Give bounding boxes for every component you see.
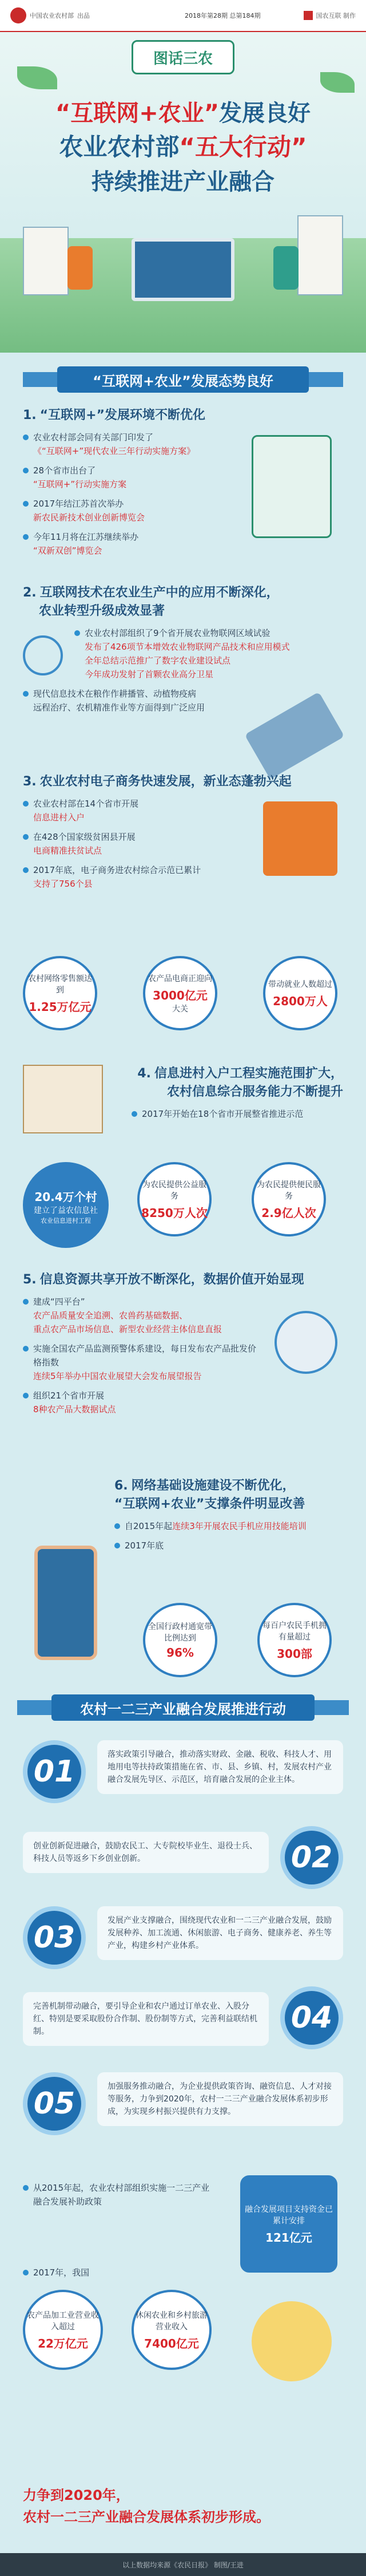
section-ribbon: 农村一二三产业融合发展推进行动 [51, 1694, 315, 1721]
step-text: 创业创新促进融合，鼓励农民工、大专院校毕业生、退役士兵、科技人员等返乡下乡创业创新。 [23, 1832, 269, 1873]
bullet-text: 农业农村部在14个省市开展 [33, 799, 139, 809]
bullet-dot-icon [23, 2185, 29, 2191]
hero-title-line2-main: 农业农村部 [59, 133, 180, 161]
bullet-dot-icon [23, 434, 29, 440]
bullet-dot-icon [23, 691, 29, 697]
item-title-text: “互联网+农业”支撑条件明显改善 [114, 1497, 305, 1511]
bullet [23, 464, 229, 491]
bullet-text: 自2015年起 [125, 1521, 173, 1531]
hero-title-line2 [23, 128, 343, 163]
stat-value: 1.25万亿元 [29, 999, 92, 1014]
bullet [23, 2266, 212, 2279]
item-title [23, 406, 343, 425]
house-icon [23, 1065, 103, 1133]
stat-value: 96% [166, 1646, 194, 1660]
stat-value: 2.9亿人次 [261, 1206, 316, 1220]
step-text: 加强服务推动融合，为企业提供政策咨询、融资信息、人才对接等服务，力争到2020年，农村一二三产业融合发展体系初步形成，为实现乡村振兴提供有力支撑。 [97, 2072, 343, 2126]
bullet-dot-icon [23, 501, 29, 507]
closing-line1: 力争到2020年， [23, 2487, 130, 2503]
bullet-text: 远程治疗、农机精准作业等方面得到广泛应用 [33, 702, 205, 713]
bullet [114, 1539, 343, 1552]
stat-label: 为农民提供便民服务 [257, 1180, 321, 1201]
bullet [23, 1389, 263, 1416]
bullet-dot-icon [74, 630, 80, 636]
item-number: 6. [114, 1479, 128, 1493]
stat-value: 7400亿元 [144, 2336, 199, 2350]
bullet-text: 2017年结江苏首次举办 [33, 499, 124, 509]
smartphone-icon [34, 1546, 97, 1660]
ministry-seal-icon [10, 7, 26, 23]
step-number: 05 [23, 2072, 86, 2135]
step-number: 03 [23, 1906, 86, 1969]
publisher-logo [10, 7, 142, 23]
stat-circle [143, 956, 217, 1030]
bullet-highlight: 8种农产品大数据试点 [33, 1404, 116, 1415]
bullet [23, 430, 229, 458]
stat-label: 为农民提供公益服务 [142, 1180, 206, 1201]
bullet-text: 今年11月将在江苏继续举办 [33, 532, 139, 542]
bullet-highlight: 全年总结示范推广了数字农业建设试点 [85, 655, 231, 666]
top-bar [0, 0, 366, 32]
step-number: 04 [280, 1986, 343, 2049]
stat-sub: 农业信息进村工程 [41, 1216, 91, 1224]
column-logo: 图话三农 [132, 40, 234, 74]
stat-circle [257, 1603, 332, 1677]
bullet-dot-icon [23, 867, 29, 873]
document-icon [252, 435, 332, 538]
leaf-icon [320, 72, 355, 93]
stat-label: 建立了益农信息社 [34, 1206, 98, 1215]
bullet-text: 在428个国家级贫困县开展 [33, 832, 136, 842]
bullet [74, 626, 343, 681]
hero-title-line1-rest: 发展良好 [219, 100, 311, 127]
subsidy-box [240, 2175, 337, 2273]
item-infrastructure [23, 1477, 343, 1661]
bullet-dot-icon [23, 1346, 29, 1352]
step-text: 落实政策引导融合，推动落实财政、金融、税收、科技人才、用地用电等扶持政策措施在省、市、县、乡镇、村，发展农村产业融合发展先导区、示范区，培育融合发展的企业主体。 [97, 1740, 343, 1794]
bullet-highlight: 支持了756个县 [33, 879, 93, 889]
bullet-dot-icon [114, 1523, 120, 1529]
stat-label: 每百户农民手机拥有量超过 [262, 1621, 327, 1642]
stat-value: 3000亿元 [153, 988, 208, 1002]
item-title-text: 互联网技术在农业生产中的应用不断深化， [39, 586, 279, 600]
bullet-dot-icon [23, 1393, 29, 1398]
bullet-text: 现代信息技术在粮作作耕播管、动植物疫病 [33, 689, 197, 699]
step-text: 发展产业支撑融合，围绕现代农业和一二三产业融合发展，鼓励发展种养、加工流通、休闲旅游、电子商务、健康养老、养生等产业，构建乡村产业体系。 [97, 1906, 343, 1960]
stat-label: 带动就业人数超过 [268, 979, 332, 989]
stat-value: 121亿元 [265, 2230, 312, 2245]
stat-value: 2800万人 [273, 994, 328, 1008]
bullet-highlight: 新农民新技术创业创新博览会 [33, 512, 145, 523]
bullet [23, 863, 240, 891]
hero-title-line1 [23, 95, 343, 128]
bullet [23, 687, 234, 714]
item-title-text: 网络基础设施建设不断优化， [131, 1479, 295, 1493]
stat-circle [263, 956, 337, 1030]
item-title [23, 584, 343, 621]
stat-label: 全国行政村通宽带比例达到 [148, 1622, 212, 1643]
bullet-dot-icon [23, 834, 29, 840]
bullet-text: 实施全国农产品监测预警体系建设，每日发布农产品批发价格指数 [33, 1344, 257, 1368]
stat-value: 300部 [277, 1646, 312, 1661]
bullet-dot-icon [23, 2270, 29, 2275]
bullet-dot-icon [114, 1543, 120, 1548]
atom-icon [23, 635, 63, 675]
satellite-icon [245, 692, 345, 780]
stat-value: 22万亿元 [38, 2336, 88, 2350]
publisher-name: 中国农业农村部 [30, 12, 74, 19]
step-number: 02 [280, 1826, 343, 1889]
bullet-highlight: 今年成功发射了首颗农业高分卫星 [85, 669, 214, 679]
publisher-tag: 出品 [77, 12, 90, 19]
step-number: 01 [23, 1740, 86, 1803]
bullet [114, 1519, 343, 1533]
bullet-text: 2017年底 [125, 1540, 164, 1551]
bullet [23, 830, 240, 858]
bullet-text: 农业农村部组织了9个省开展农业物联网区域试验 [85, 628, 270, 638]
bullet [23, 497, 229, 524]
producer-name: 国农互联 制作 [316, 12, 356, 19]
closing-statement [23, 2484, 343, 2528]
bullet-dot-icon [23, 1299, 29, 1305]
item-title [114, 1477, 343, 1514]
item-title-text: 农业农村电子商务快速发展，新业态蓬勃兴起 [39, 775, 292, 789]
leaf-icon [17, 66, 57, 89]
bullet-text: 2017年开始在18个省市开展整省推进示范 [142, 1109, 304, 1119]
bullet-highlight: 重点农产品市场信息、新型农业经营主体信息直报 [33, 1324, 222, 1334]
stat-circle [143, 1603, 217, 1677]
bullet-dot-icon [23, 534, 29, 540]
stat-label: 农产品电商正迎向 [148, 974, 212, 983]
item-data-sharing [23, 1271, 343, 1416]
item-title [23, 773, 343, 791]
item-title-text: 农村信息综合服务能力不断提升 [166, 1085, 343, 1099]
section-development [0, 366, 366, 393]
stat-circle [132, 2290, 212, 2370]
item-number: 2. [23, 586, 37, 600]
bullet [23, 1295, 263, 1336]
issue-info: 2018年第28期 总第184期 [185, 12, 261, 19]
bullet-highlight: 电商精准扶贫试点 [33, 846, 102, 856]
bullet-highlight: 《“互联网+”现代农业三年行动实施方案》 [33, 446, 196, 456]
step-text: 完善机制带动融合，要引导企业和农户通过订单农业、入股分红、特别是要采取股份合作制、股份制等方式，完善利益联结机制。 [23, 1992, 269, 2046]
stat-circle [23, 956, 97, 1030]
bullet-dot-icon [23, 468, 29, 473]
stat-label: 休闲农业和乡村旅游营业收入 [136, 2310, 208, 2332]
stat-label: 农产品加工业营业收入超过 [27, 2310, 99, 2332]
bullet-highlight: “互联网+”行动实施方案 [33, 479, 127, 489]
bullet-dot-icon [23, 801, 29, 807]
item-title-text: “互联网+”发展环境不断优化 [39, 408, 206, 422]
section-industry-integration [0, 1694, 366, 1721]
item-information-service [23, 1065, 343, 1224]
bullet-text: 从2015年起，农业农村部组织实施一二三产业融合发展补助政策 [33, 2183, 210, 2207]
stat-circle [252, 1162, 326, 1236]
item-number: 3. [23, 775, 37, 789]
closing-line2: 农村一二三产业融合发展体系初步形成。 [23, 2509, 270, 2525]
footer-credit: 以上数据均来源《农民日报》 制图/王进 [122, 2561, 244, 2569]
bullet-text: 农业农村部会同有关部门印发了 [33, 432, 154, 442]
bullet-text: 28个省市出台了 [33, 465, 96, 476]
item-number: 4. [137, 1066, 151, 1081]
stat-circle [137, 1162, 212, 1236]
bullet [23, 1342, 263, 1383]
item-title-text: 农业转型升级成效显著 [39, 604, 165, 618]
globe-icon [274, 1311, 337, 1374]
stat-value: 20.4万个村 [34, 1190, 97, 1204]
bullet-highlight: “双新双创”博览会 [33, 546, 102, 556]
section-ribbon: “互联网+农业”发展态势良好 [57, 366, 309, 393]
footer-bar [0, 2553, 366, 2576]
item-technology [23, 584, 343, 714]
hero-title-line1-highlight: “互联网+农业” [55, 100, 220, 127]
windmill-icon [252, 2301, 332, 2381]
bullet-highlight: 连续3年开展农民手机应用技能培训 [172, 1521, 307, 1531]
item-title [23, 1271, 343, 1289]
producer-logo-icon [304, 11, 313, 20]
laptop-icon [132, 238, 234, 301]
phone-icon [273, 246, 299, 290]
item-number: 5. [23, 1273, 37, 1287]
stat-circle [23, 2290, 103, 2370]
stat-value: 8250万人次 [141, 1206, 208, 1220]
shop-icon [263, 801, 337, 876]
building-icon [297, 215, 343, 295]
bullet-text: 2017年，我国 [33, 2267, 90, 2278]
building-icon [23, 227, 69, 295]
item-ecommerce [23, 773, 343, 1014]
bullet-highlight: 农产品质量安全追溯、农兽药基础数据、 [33, 1310, 188, 1321]
bullet-dot-icon [132, 1111, 137, 1117]
phone-icon [67, 246, 93, 290]
bullet-highlight: 发布了426项节本增效农业物联网产品技术和应用模式 [85, 642, 290, 652]
hero-title-line2-highlight: “五大行动” [179, 133, 307, 161]
subsidy-summary [23, 2175, 343, 2350]
bullet-text: 2017年底，电子商务进农村综合示范已累计 [33, 865, 201, 875]
bullet-highlight: 信息进村入户 [33, 812, 85, 823]
bullet-text: 组织21个省市开展 [33, 1390, 105, 1401]
bullet [132, 1107, 343, 1121]
bullet [23, 797, 240, 824]
item-title-text: 信息进村入户工程实施范围扩大， [154, 1066, 343, 1081]
producer-logo [304, 11, 356, 20]
bullet-highlight: 连续5年举办中国农业展望大会发布展望报告 [33, 1371, 202, 1381]
bullet-text: 建成“四平台” [33, 1297, 85, 1307]
hero-banner [0, 32, 366, 353]
stat-circle [23, 1162, 109, 1248]
hero-title-line3: 持续推进产业融合 [92, 169, 274, 195]
item-number: 1. [23, 408, 37, 422]
item-environment [23, 406, 343, 558]
item-title-text: 信息资源共享开放不断深化，数据价值开始显现 [39, 1273, 304, 1287]
stat-label: 融合发展项目支持资金已累计安排 [245, 2204, 333, 2226]
bullet [23, 2181, 212, 2208]
bullet [23, 530, 229, 558]
stat-sub: 大关 [172, 1004, 188, 1014]
stat-label: 农村网络零售额达到 [28, 974, 92, 995]
